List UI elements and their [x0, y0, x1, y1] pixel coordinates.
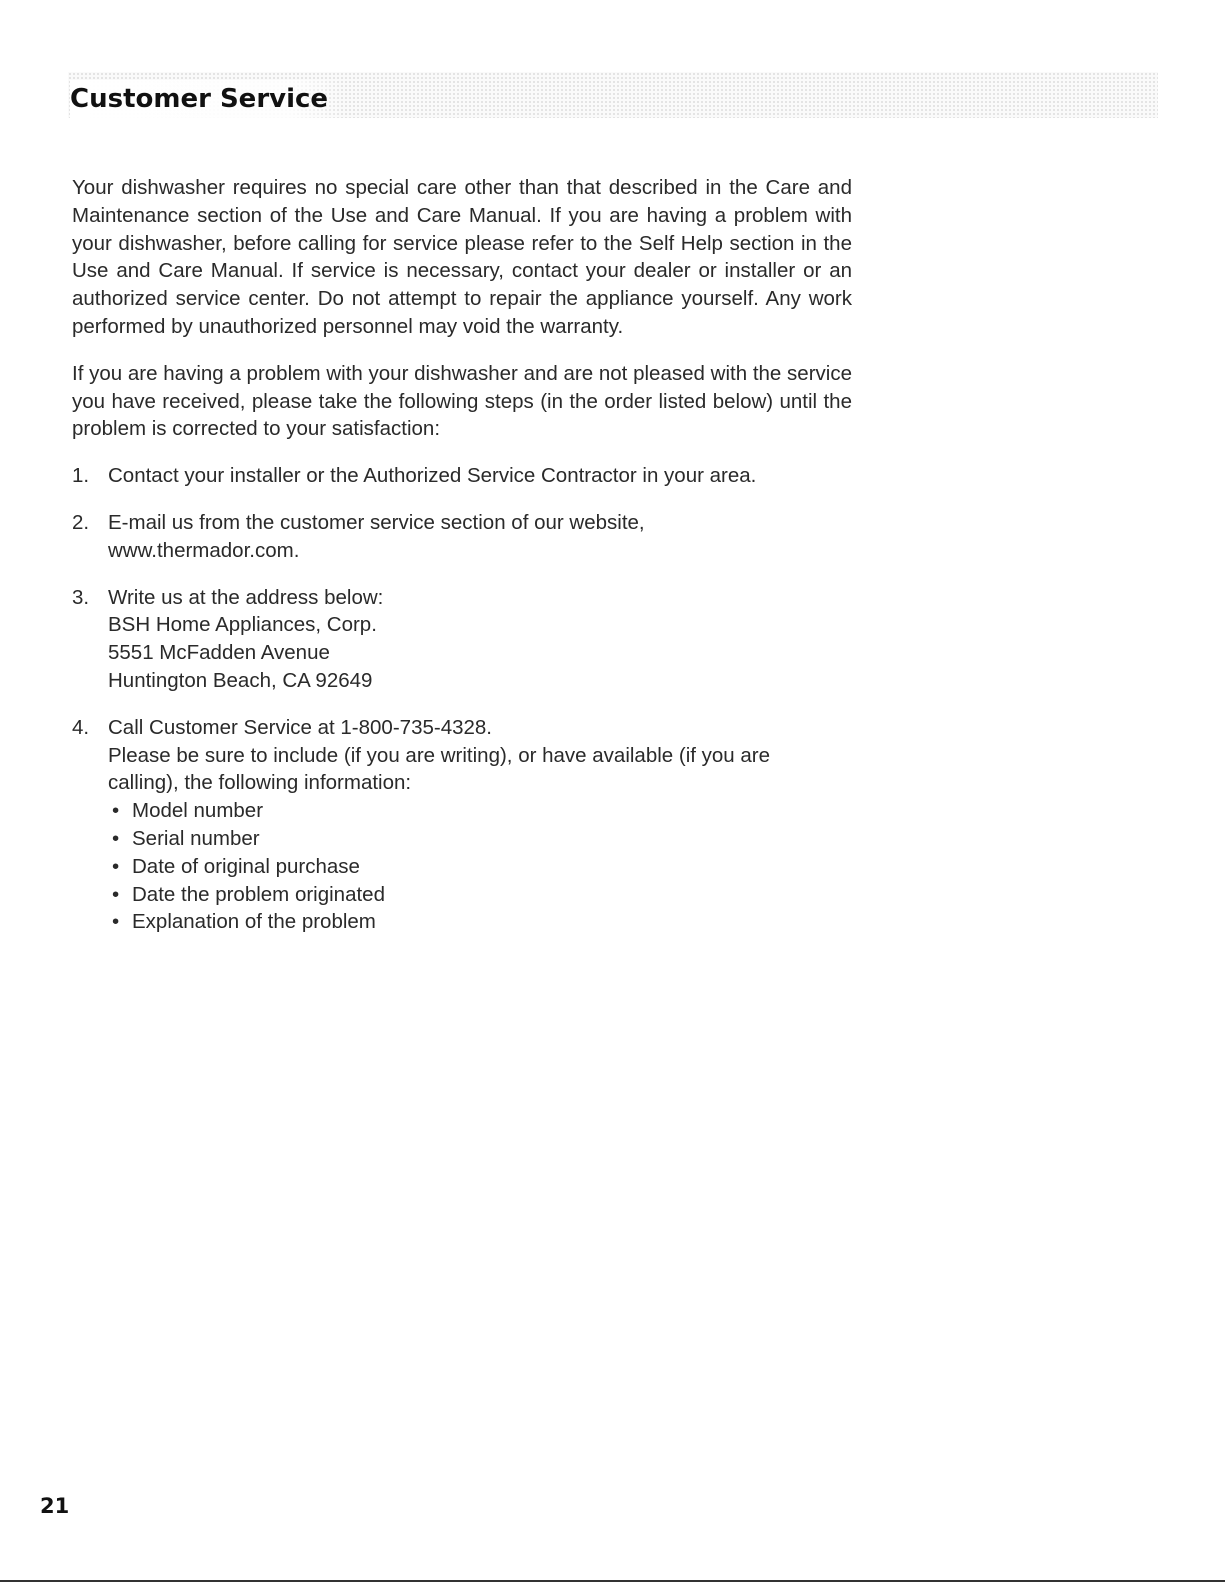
bullet-icon: •: [112, 799, 120, 823]
address-city: Huntington Beach, CA 92649: [108, 668, 373, 692]
list-item-text: Serial number: [132, 826, 260, 850]
step-number: 4.: [72, 715, 90, 739]
bottom-divider: [0, 1580, 1225, 1582]
website-url: www.thermador.com.: [108, 538, 300, 562]
step-text: Contact your installer or the Authorized Service Contractor in your area.: [108, 464, 757, 488]
step-item: [72, 509, 852, 565]
step-number: 2.: [72, 510, 90, 534]
step-item: [72, 714, 852, 936]
step-number: 1.: [72, 464, 90, 488]
step-text: Write us at the address below:: [108, 585, 384, 609]
list-item-text: Date of original purchase: [132, 854, 360, 878]
bullet-icon: •: [112, 854, 120, 878]
step-number: 3.: [72, 585, 90, 609]
list-item-text: Explanation of the problem: [132, 910, 376, 934]
steps-intro-paragraph: If you are having a problem with your dishwasher and are not pleased with the service you have received, please take the following steps (in the order listed below) until the problem is corrected to your satisfaction:: [72, 361, 852, 441]
steps-list: [72, 462, 852, 936]
bullet-icon: •: [112, 882, 120, 906]
page-number: 21: [40, 1494, 70, 1518]
intro-paragraph: Your dishwasher requires no special care other than that described in the Care and Maintenance section of the Use and Care Manual. If you are having a problem with your dishwasher, before calling for service please refer to the Self Help section in the Use and Care Manual. If service is necessary, contact your dealer or installer or an authorized service center. Do not attempt to repair the appliance yourself. Any work performed by unauthorized personnel may void the warranty.: [72, 176, 852, 338]
step-text: E-mail us from the customer service section of our website,: [108, 510, 645, 534]
list-item-text: Model number: [132, 799, 264, 823]
step-note: calling), the following information:: [108, 771, 412, 795]
list-item-text: Date the problem originated: [132, 882, 385, 906]
address-street: 5551 McFadden Avenue: [108, 641, 330, 665]
list-item: [108, 825, 852, 853]
step-item: [72, 584, 852, 695]
list-item: [108, 853, 852, 881]
main-content: [72, 174, 852, 955]
step-text: Call Customer Service at 1-800-735-4328.: [108, 715, 492, 739]
page-title: Customer Service: [70, 80, 346, 118]
step-note: Please be sure to include (if you are writing), or have available (if you are: [108, 743, 771, 767]
list-item: [108, 881, 852, 909]
bullet-icon: •: [112, 826, 120, 850]
list-item: [108, 797, 852, 825]
bullet-icon: •: [112, 910, 120, 934]
list-item: [108, 908, 852, 936]
address-company: BSH Home Appliances, Corp.: [108, 613, 377, 637]
required-info-list: [108, 797, 852, 936]
step-item: [72, 462, 852, 490]
